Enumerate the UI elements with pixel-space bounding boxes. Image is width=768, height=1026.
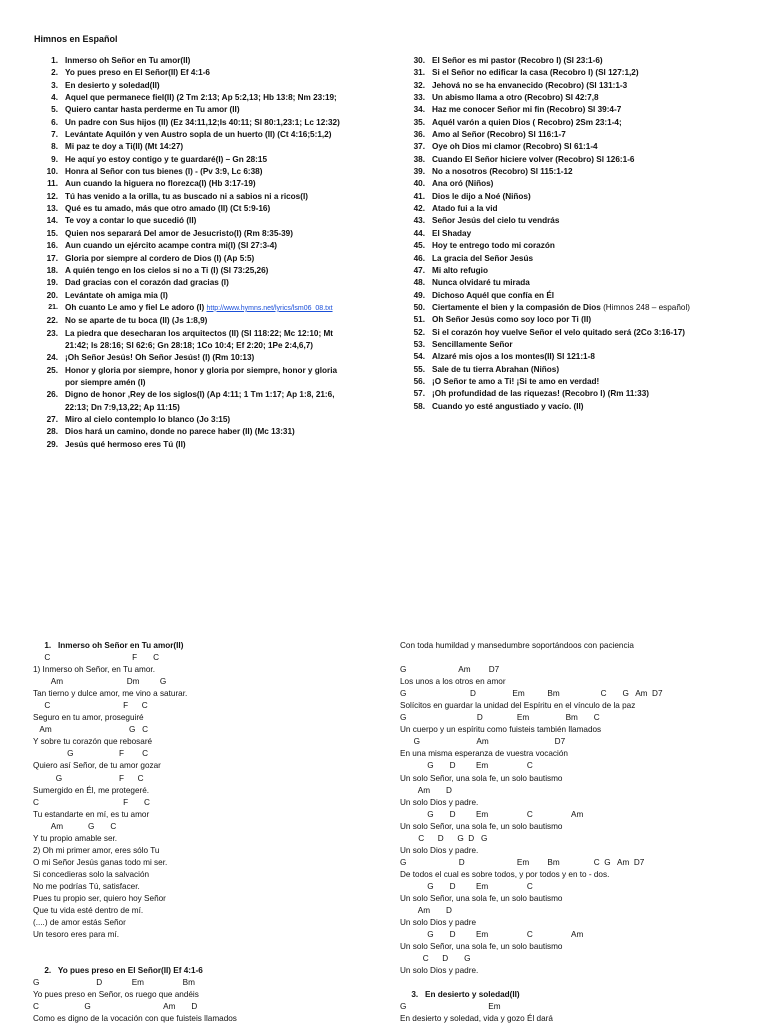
lyric-line: En una misma esperanza de vuestra vocación bbox=[400, 749, 568, 759]
hymn-index-number: 54. bbox=[413, 352, 425, 362]
lyric-line: En desierto y soledad, vida y gozo Él dará bbox=[400, 1014, 553, 1024]
hymn-index-item bbox=[34, 228, 369, 240]
hymn-index-number: 18. bbox=[46, 265, 58, 275]
hymn-index-title: Nunca olvidaré tu mirada bbox=[432, 278, 530, 288]
chord-line: Am D bbox=[400, 906, 452, 916]
hymn-index-title: ¡Oh profundidad de las riquezas! (Recobro I) (Rm 11:33) bbox=[432, 389, 649, 399]
blank-line bbox=[33, 953, 373, 965]
hymn-index-title: He aquí yo estoy contigo y te guardaré(I) – Gn 28:15 bbox=[65, 154, 268, 164]
hymn-index-item bbox=[401, 141, 741, 153]
chord-line: C D G D G bbox=[400, 833, 488, 843]
document-title: Himnos en Español bbox=[34, 34, 118, 44]
hymn-index-title: El Shaday bbox=[432, 228, 472, 238]
hymn-index-item bbox=[401, 166, 741, 178]
song-heading: 1. Inmerso oh Señor en Tu amor(II) bbox=[33, 641, 184, 650]
hymn-index-number: 17. bbox=[46, 253, 58, 263]
hymn-index-number: 51. bbox=[413, 315, 425, 325]
hymn-index-title: No a nosotros (Recobro) Sl 115:1-12 bbox=[432, 167, 573, 177]
hymn-index-number: 42. bbox=[413, 204, 425, 214]
hymn-index-number: 46. bbox=[413, 253, 425, 263]
chord-line: Am G C bbox=[33, 821, 117, 831]
hymn-index-number: 27. bbox=[46, 414, 58, 424]
chord-line: C F C bbox=[33, 653, 160, 663]
hymn-index-title: Sencillamente Señor bbox=[432, 339, 513, 349]
hymn-index-title: Honor y gloria por siempre, honor y gloria por siempre, honor y gloria bbox=[65, 365, 338, 375]
chord-line: C D G bbox=[400, 954, 471, 964]
hymn-index-item bbox=[34, 426, 369, 438]
chord-line: G D Em Bm C bbox=[400, 713, 600, 723]
hymn-index-number: 8. bbox=[51, 142, 58, 152]
chord-line: G D Em Bm C G Am D7 bbox=[400, 857, 645, 867]
lyric-line: Un solo Dios y padre. bbox=[400, 966, 479, 976]
hymn-index-title: Mi paz te doy a Ti(II) (Mt 14:27) bbox=[65, 142, 184, 152]
chord-line: Am G C bbox=[33, 725, 149, 735]
hymn-index-item bbox=[401, 191, 741, 203]
hymn-index-number: 30. bbox=[413, 56, 425, 65]
hymn-index-item bbox=[34, 67, 369, 79]
hymn-index-number: 6. bbox=[51, 117, 58, 127]
hymn-index-item bbox=[34, 302, 369, 315]
hymn-index-item bbox=[34, 253, 369, 265]
chord-line: G Am D7 bbox=[400, 737, 566, 747]
hymn-index-title: Digno de honor ,Rey de los siglos(I) (Ap 4:11; 1 Tm 1:17; Ap 1:8, 21:6, bbox=[65, 390, 335, 400]
blank-line bbox=[400, 652, 745, 664]
hymn-index-number: 31. bbox=[413, 68, 425, 78]
lyric-line: Y sobre tu corazón que rebosaré bbox=[33, 737, 153, 747]
lyric-line: Que tu vida esté dentro de mí. bbox=[33, 906, 144, 916]
hymn-index-title: Inmerso oh Señor en Tu amor(II) bbox=[65, 56, 191, 65]
hymn-index-item bbox=[34, 315, 369, 327]
hymn-index-item bbox=[401, 253, 741, 265]
hymn-index-title: Si el Señor no edificar la casa (Recobro I) (Sl 127:1,2) bbox=[432, 68, 639, 78]
hymn-index-title: Miro al cielo contemplo lo blanco (Jo 3:15) bbox=[65, 414, 231, 424]
hymn-index-number: 35. bbox=[413, 117, 425, 127]
hymn-index-item bbox=[34, 129, 369, 141]
hymn-index-item bbox=[34, 377, 369, 389]
hymn-index-title: Un abismo llama a otro (Recobro) Sl 42:7,8 bbox=[432, 93, 599, 103]
hymn-index-number: 12. bbox=[46, 191, 58, 201]
lyric-line: Un solo Señor, una sola fe, un solo bautismo bbox=[400, 821, 563, 831]
hymn-index-number: 21. bbox=[48, 303, 58, 311]
chord-line: G Am D7 bbox=[400, 665, 500, 675]
hymn-index-title: Ana oró (Niños) bbox=[432, 179, 494, 189]
hymn-index-item bbox=[34, 191, 369, 203]
song-heading: 3. En desierto y soledad(II) bbox=[400, 990, 520, 1000]
hymn-index-note: (Himnos 248 – español) bbox=[603, 302, 691, 312]
hymn-index-item bbox=[401, 314, 741, 326]
hymn-index-number: 24. bbox=[46, 353, 58, 363]
hymn-index-title: Oh Señor Jesús como soy loco por Ti (II) bbox=[432, 315, 592, 325]
hymn-index-title: Señor Jesús del cielo tu vendrás bbox=[432, 216, 560, 226]
hymn-index-number: 20. bbox=[46, 290, 58, 300]
hymn-index-title: Qué es tu amado, más que otro amado (II) (Ct 5:9-16) bbox=[65, 204, 271, 214]
lyric-line: Un solo Señor, una sola fe, un solo bautismo bbox=[400, 942, 563, 952]
hymn-index-title: Oye oh Dios mi clamor (Recobro) Sl 61:1-4 bbox=[432, 142, 598, 152]
hymn-index-number: 40. bbox=[413, 179, 425, 189]
hymn-index-number: 1. bbox=[51, 56, 58, 65]
hymn-index-title: Alzaré mis ojos a los montes(II) Sl 121:1-8 bbox=[432, 352, 595, 362]
hymn-index-number: 16. bbox=[46, 241, 58, 251]
hymn-lyrics-link[interactable]: http://www.hymns.net/lyrics/lsm06_08.txt bbox=[206, 304, 333, 312]
hymn-index-title: Dios hará un camino, donde no parece haber (II) (Mc 13:31) bbox=[65, 427, 295, 437]
hymn-index-item bbox=[34, 141, 369, 153]
lyric-line: 1) Inmerso oh Señor, en Tu amor. bbox=[33, 665, 155, 675]
hymn-index-title: Hoy te entrego todo mi corazón bbox=[432, 241, 555, 251]
hymn-index-title: A quién tengo en los cielos si no a Ti (I) (Sl 73:25,26) bbox=[65, 265, 269, 275]
song-sheet-right bbox=[400, 640, 745, 1026]
hymn-index-number: 56. bbox=[413, 376, 425, 386]
hymn-index-item bbox=[401, 104, 741, 116]
hymn-index-title: Cuando yo esté angustiado y vacío. (II) bbox=[432, 401, 584, 411]
hymn-index-title: Yo pues preso en El Señor(II) Ef 4:1-6 bbox=[65, 68, 210, 78]
hymn-index-number: 57. bbox=[413, 389, 425, 399]
hymn-index-number: 2. bbox=[51, 68, 58, 78]
hymn-index-title: Jesús qué hermoso eres Tú (II) bbox=[65, 439, 186, 449]
hymn-index-title: Dad gracias con el corazón dad gracias (I) bbox=[65, 278, 229, 288]
hymn-index-title: Tú has venido a la orilla, tu as buscado ni a sabios ni a ricos(I) bbox=[65, 191, 308, 201]
hymn-index-number: 39. bbox=[413, 167, 425, 177]
hymn-index-number: 48. bbox=[413, 278, 425, 288]
lyric-line: Quiero así Señor, de tu amor gozar bbox=[33, 761, 161, 771]
chord-line: G D Em Bm C G Am D7 bbox=[400, 689, 663, 699]
hymn-index-item bbox=[34, 328, 369, 340]
hymn-index-number: 22. bbox=[46, 316, 58, 326]
hymn-index-number: 38. bbox=[413, 154, 425, 164]
lyric-line: Un solo Dios y padre. bbox=[400, 845, 479, 855]
hymn-index-number: 37. bbox=[413, 142, 425, 152]
hymn-index-item bbox=[401, 67, 741, 79]
hymn-index-number: 34. bbox=[413, 105, 425, 115]
chord-line: G F C bbox=[33, 749, 149, 759]
chord-line: G F C bbox=[33, 773, 144, 783]
hymn-index-number: 49. bbox=[413, 290, 425, 300]
hymn-index-title: Aun cuando un ejército acampe contra mi(I) (Sl 27:3-4) bbox=[65, 241, 278, 251]
chord-line: G Em bbox=[400, 1002, 501, 1012]
hymn-index-item bbox=[34, 203, 369, 215]
chord-line: Am Dm G bbox=[33, 677, 167, 687]
hymn-index-right bbox=[401, 55, 741, 413]
hymn-index-number: 28. bbox=[46, 427, 58, 437]
hymn-index-item bbox=[34, 439, 369, 451]
lyric-line: Solícitos en guardar la unidad del Espíritu en el vínculo de la paz bbox=[400, 701, 636, 711]
hymn-index-item bbox=[401, 364, 741, 376]
hymn-index-number: 47. bbox=[413, 265, 425, 275]
hymn-index-item bbox=[34, 352, 369, 364]
hymn-index-item bbox=[34, 92, 369, 104]
hymn-index-item bbox=[34, 290, 369, 302]
lyric-line: O mi Señor Jesús ganas todo mi ser. bbox=[33, 857, 168, 867]
hymn-index-item bbox=[34, 389, 369, 401]
hymn-index-item bbox=[401, 117, 741, 129]
lyric-line: Los unos a los otros en amor bbox=[400, 677, 506, 687]
hymn-index-number: 14. bbox=[46, 216, 58, 226]
hymn-index-number: 43. bbox=[413, 216, 425, 226]
lyric-line: Tan tierno y dulce amor, me vino a saturar. bbox=[33, 689, 188, 699]
blank-line bbox=[33, 941, 373, 953]
hymn-index-title: 22:13; Dn 7:9,13,22; Ap 11:15) bbox=[65, 402, 180, 412]
hymn-index-title: Te voy a contar lo que sucedió (II) bbox=[65, 216, 197, 226]
chord-line: C F C bbox=[33, 797, 150, 807]
hymn-index-number: 7. bbox=[51, 130, 58, 140]
hymn-index-item bbox=[34, 117, 369, 129]
hymn-index-item bbox=[401, 240, 741, 252]
hymn-index-item bbox=[34, 154, 369, 166]
hymn-index-title: Dichoso Aquél que confía en Él bbox=[432, 290, 555, 300]
hymn-index-number: 29. bbox=[46, 439, 58, 449]
song-sheet-left bbox=[33, 640, 373, 1026]
hymn-index-item bbox=[401, 277, 741, 289]
hymn-index-item bbox=[401, 154, 741, 166]
hymn-index-title: Si el corazón hoy vuelve Señor el velo quitado será (2Co 3:16-17) bbox=[432, 327, 685, 337]
lyric-line: Pues tu propio ser, quiero hoy Señor bbox=[33, 893, 166, 903]
hymn-index-item bbox=[34, 80, 369, 92]
hymn-index-item bbox=[34, 340, 369, 352]
hymn-index-item bbox=[34, 414, 369, 426]
lyric-line: Tu estandarte en mí, es tu amor bbox=[33, 809, 150, 819]
hymn-index-item bbox=[34, 240, 369, 252]
lyric-line: Si concedieras solo la salvación bbox=[33, 869, 150, 879]
hymn-index-item bbox=[401, 228, 741, 240]
hymn-index-item bbox=[34, 277, 369, 289]
hymn-index-title: Oh cuanto Le amo y fiel Le adoro (I) bbox=[65, 302, 207, 312]
hymn-index-number: 11. bbox=[47, 179, 58, 189]
lyric-line: Un solo Señor, una sola fe, un solo bautismo bbox=[400, 773, 563, 783]
hymn-index-item bbox=[401, 290, 741, 302]
hymn-index-item bbox=[401, 339, 741, 351]
hymn-index-number: 36. bbox=[413, 130, 425, 140]
hymn-index-number: 52. bbox=[413, 327, 425, 337]
blank-line bbox=[400, 977, 745, 989]
hymn-index-number: 5. bbox=[51, 105, 58, 115]
lyric-line: Seguro en tu amor, proseguiré bbox=[33, 713, 144, 723]
hymn-index-item bbox=[34, 166, 369, 178]
lyric-line: Yo pues preso en Señor, os ruego que andéis bbox=[33, 990, 199, 1000]
hymn-index-number: 25. bbox=[46, 365, 58, 375]
lyric-line: Un solo Dios y padre bbox=[400, 918, 476, 928]
chord-line: G D Em C bbox=[400, 881, 533, 891]
chord-line: Am D bbox=[400, 785, 452, 795]
hymn-index-number: 9. bbox=[51, 154, 58, 164]
lyric-line: 2) Oh mi primer amor, eres sólo Tu bbox=[33, 845, 160, 855]
hymn-index-number: 58. bbox=[413, 401, 425, 411]
hymn-index-title: Aun cuando la higuera no florezca(I) (Hb 3:17-19) bbox=[65, 179, 256, 189]
chord-line: G D Em C bbox=[400, 761, 533, 771]
hymn-index-number: 44. bbox=[413, 228, 425, 238]
hymn-index-number: 4. bbox=[51, 93, 58, 103]
chord-line: G D Em Bm bbox=[33, 978, 195, 988]
hymn-index-item bbox=[401, 351, 741, 363]
lyric-line: Un solo Dios y padre. bbox=[400, 797, 479, 807]
hymn-index-item bbox=[34, 265, 369, 277]
hymn-index-number: 13. bbox=[46, 204, 58, 214]
hymn-index-item bbox=[401, 401, 741, 413]
hymn-index-item bbox=[401, 327, 741, 339]
song-heading: 2. Yo pues preso en El Señor(II) Ef 4:1-6 bbox=[33, 966, 203, 976]
hymn-index-number: 45. bbox=[413, 241, 425, 251]
hymn-index-number: 55. bbox=[413, 364, 425, 374]
hymn-index-title: Aquel que permanece fiel(II) (2 Tm 2:13; Ap 5:2,13; Hb 13:8; Nm 23:19; bbox=[65, 93, 337, 103]
hymn-index-item bbox=[401, 376, 741, 388]
hymn-index-item bbox=[401, 55, 741, 67]
hymn-index-item bbox=[34, 178, 369, 190]
hymn-index-title: Sale de tu tierra Abrahan (Niños) bbox=[432, 364, 560, 374]
hymn-index-title: Quien nos separará Del amor de Jesucristo(I) (Rm 8:35-39) bbox=[65, 228, 293, 238]
hymn-index-item bbox=[401, 203, 741, 215]
hymn-index-item bbox=[34, 402, 369, 414]
hymn-index-title: Levántate oh amiga mia (I) bbox=[65, 290, 168, 300]
hymn-index-title: 21:42; Is 28:16; Sl 62:6; Gn 28:18; 1Co 10:4; Ef 2:20; 1Pe 2:4,6,7) bbox=[65, 340, 314, 350]
hymn-index-title: Quiero cantar hasta perderme en Tu amor (II) bbox=[65, 105, 240, 115]
chord-line: C G Am D bbox=[33, 1002, 198, 1012]
hymn-index-title: ¡Oh Señor Jesús! Oh Señor Jesús! (I) (Rm 10:13) bbox=[65, 353, 255, 363]
hymn-index-title: Jehová no se ha envanecido (Recobro) (Sl 131:1-3 bbox=[432, 80, 628, 90]
lyric-line: Como es digno de la vocación con que fuisteis llamados bbox=[33, 1014, 237, 1024]
hymn-index-title: Honra al Señor con tus bienes (I) - (Pv 3:9, Lc 6:38) bbox=[65, 167, 263, 177]
hymn-index-item bbox=[34, 215, 369, 227]
hymn-index-title: Haz me conocer Señor mi fin (Recobro) Sl 39:4-7 bbox=[432, 105, 622, 115]
lyric-line: Un cuerpo y un espíritu como fuisteis también llamados bbox=[400, 725, 602, 735]
hymn-index-number: 19. bbox=[46, 278, 58, 288]
hymn-index-item bbox=[34, 365, 369, 377]
hymn-index-title: Un padre con Sus hijos (II) (Ez 34:11,12;Is 40:11; Sl 80:1,23:1; Lc 12:32) bbox=[65, 117, 340, 127]
hymn-index-left bbox=[34, 55, 369, 451]
lyric-line: No me podrías Tú, satisfacer. bbox=[33, 881, 140, 891]
chord-line: C F C bbox=[33, 701, 148, 711]
lyric-line: De todos el cual es sobre todos, y por todos y en to - dos. bbox=[400, 869, 610, 879]
chord-line: G D Em C Am bbox=[400, 809, 584, 819]
hymn-index-title: En desierto y soledad(II) bbox=[65, 80, 160, 90]
lyric-line: Y tu propio amable ser. bbox=[33, 833, 118, 843]
hymn-index-number: 32. bbox=[413, 80, 425, 90]
hymn-index-title: por siempre amén (I) bbox=[65, 377, 146, 387]
hymn-index-item bbox=[401, 215, 741, 227]
hymn-index-title: Mi alto refugio bbox=[432, 265, 488, 275]
hymn-index-title: ¡O Señor te amo a Ti! ¡Si te amo en verdad! bbox=[432, 376, 600, 386]
hymn-index-title: Levántate Aquilón y ven Austro sopla de un huerto (II) (Ct 4:16;5:1,2) bbox=[65, 130, 332, 140]
hymn-index-number: 26. bbox=[46, 390, 58, 400]
chord-line: G D Em C Am bbox=[400, 930, 584, 940]
lyric-line: Con toda humildad y mansedumbre soportándoos con paciencia bbox=[400, 641, 634, 650]
lyric-line: (....) de amor estás Señor bbox=[33, 918, 126, 928]
hymn-index-number: 15. bbox=[46, 228, 58, 238]
hymn-index-item bbox=[401, 129, 741, 141]
hymn-index-title: Cuando El Señor hiciere volver (Recobro) Sl 126:1-6 bbox=[432, 154, 635, 164]
hymn-index-number: 23. bbox=[46, 328, 58, 338]
hymn-index-title: El Señor es mi pastor (Recobro I) (Sl 23:1-6) bbox=[432, 56, 603, 65]
hymn-index-number: 41. bbox=[413, 191, 425, 201]
hymn-index-title: Gloria por siempre al cordero de Dios (I) (Ap 5:5) bbox=[65, 253, 255, 263]
hymn-index-item bbox=[401, 80, 741, 92]
hymn-index-title: Aquél varón a quien Dios ( Recobro) 2Sm 23:1-4; bbox=[432, 117, 622, 127]
hymn-index-item bbox=[401, 92, 741, 104]
lyric-line: Sumergido en Él, me protegeré. bbox=[33, 785, 150, 795]
hymn-index-title: La gracia del Señor Jesús bbox=[432, 253, 534, 263]
hymn-index-title: Atado fui a la vid bbox=[432, 204, 498, 214]
hymn-index-item bbox=[34, 104, 369, 116]
lyric-line: Un tesoro eres para mí. bbox=[33, 930, 120, 940]
hymn-index-title: Dios le dijo a Noé (Niños) bbox=[432, 191, 531, 201]
hymn-index-item bbox=[401, 388, 741, 400]
hymn-index-number: 10. bbox=[46, 167, 58, 177]
hymn-index-number: 33. bbox=[413, 93, 425, 103]
hymn-index-title: No se aparte de tu boca (II) (Js 1:8,9) bbox=[65, 316, 208, 326]
hymn-index-title: La piedra que desecharan los arquitectos (II) (Sl 118:22; Mc 12:10; Mt bbox=[65, 328, 333, 338]
hymn-index-number: 53. bbox=[413, 339, 425, 349]
hymn-index-item bbox=[401, 178, 741, 190]
hymn-index-item bbox=[401, 265, 741, 277]
hymn-index-number: 50. bbox=[413, 302, 425, 312]
hymn-index-title: Ciertamente el bien y la compasión de Dios bbox=[432, 302, 604, 312]
hymn-index-title: Amo al Señor (Recobro) Sl 116:1-7 bbox=[432, 130, 566, 140]
hymn-index-item bbox=[34, 55, 369, 67]
hymn-index-number: 3. bbox=[51, 80, 58, 90]
hymn-index-item bbox=[401, 302, 741, 314]
lyric-line: Un solo Señor, una sola fe, un solo bautismo bbox=[400, 893, 563, 903]
